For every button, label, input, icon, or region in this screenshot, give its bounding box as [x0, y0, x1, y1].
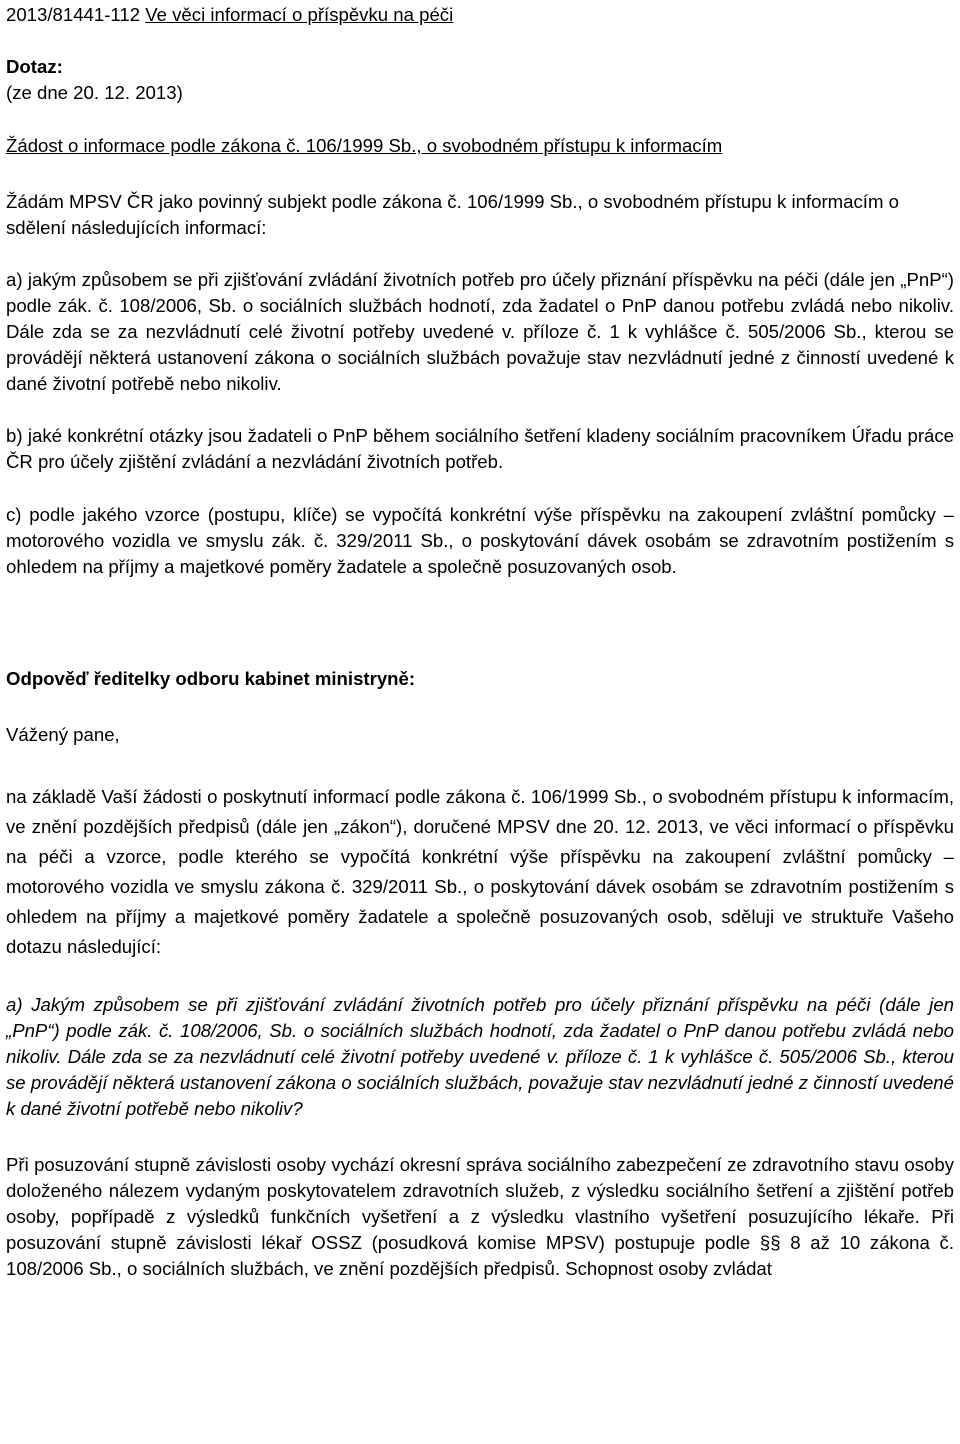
answer-body-a: Při posuzování stupně závislosti osoby vychází okresní správa sociálního zabezpečení ze zdravotního stavu osoby doloženého nálezem vydaným poskytovatelem zdravotních služeb, z výsledku sociálního šetření a zjištění potřeb osoby, popřípadě z výsledků funkčních vyšetření a z výsledku vlastního vyšetření posuzujícího lékaře. Při posuzování stupně závislosti lékař OSSZ (posudková komise MPSV) postupuje podle §§ 8 až 10 zákona č. 108/2006 Sb., o sociálních službách, ve znění pozdějších předpisů. Schopnost osoby zvládat [6, 1154, 954, 1279]
answer-intro: na základě Vaší žádosti o poskytnutí informací podle zákona č. 106/1999 Sb., o svobodném přístupu k informacím, ve znění pozdějších předpisů (dále jen „zákon“), doručené MPSV dne 20. 12. 2013, ve věci informací o příspěvku na péči a vzorce, podle kterého se vypočítá konkrétní výše příspěvku na zakoupení zvláštní pomůcky – motorového vozidla ve smyslu zákona č. 329/2011 Sb., o poskytování dávek osobám se zdravotním postižením s ohledem na příjmy a majetkové poměry žadatele a společně posuzovaných osob, sděluji ve struktuře Vašeho dotazu následující: [6, 786, 954, 957]
document-title [6, 2, 954, 28]
request-intro: Žádám MPSV ČR jako povinný subjekt podle zákona č. 106/1999 Sb., o svobodném přístupu k informacím o sdělení následujících informací: [6, 191, 899, 238]
document-id: 2013/81441-112 [6, 4, 141, 25]
query-date: (ze dne 20. 12. 2013) [6, 82, 183, 103]
answer-heading: Odpověď ředitelky odboru kabinet ministryně: [6, 668, 416, 689]
query-item-a: a) jakým způsobem se při zjišťování zvládání životních potřeb pro účely přiznání příspěvku na péči (dále jen „PnP“) podle zák. č. 108/2006, Sb. o sociálních službách hodnotí, zda žadatel o PnP danou potřebu zvládá nebo nikoliv. Dále zda se za nezvládnutí celé životní potřeby uvedené v. příloze č. 1 k vyhlášce č. 505/2006 Sb., kterou se provádějí některá ustanovení zákona o sociálních službách považuje stav nezvládnutí jedné z činností uvedené k dané životní potřebě nebo nikoliv. [6, 269, 954, 394]
title-link[interactable]: Ve věci informací o příspěvku na péči [145, 4, 454, 25]
answer-salutation: Vážený pane, [6, 724, 120, 745]
query-label: Dotaz: [6, 56, 63, 77]
query-item-c: c) podle jakého vzorce (postupu, klíče) se vypočítá konkrétní výše příspěvku na zakoupení zvláštní pomůcky – motorového vozidla ve smyslu zák. č. 329/2011 Sb., o poskytování dávek osobám se zdravotním postižením s ohledem na příjmy a majetkové poměry žadatele a společně posuzovaných osob. [6, 504, 954, 577]
query-item-b: b) jaké konkrétní otázky jsou žadateli o PnP během sociálního šetření kladeny sociálním pracovníkem Úřadu práce ČR pro účely zjištění zvládání a nezvládání životních potřeb. [6, 425, 954, 472]
answer-question-a: a) Jakým způsobem se při zjišťování zvládání životních potřeb pro účely přiznání příspěvku na péči (dále jen „PnP“) podle zák. č. 108/2006, Sb. o sociálních službách hodnotí, zda žadatel o PnP danou potřebu zvládá nebo nikoliv. Dále zda se za nezvládnutí celé životní potřeby uvedené v. příloze č. 1 k vyhlášce č. 505/2006 Sb., kterou se provádějí některá ustanovení zákona o sociálních službách, považuje stav nezvládnutí jedné z činností uvedené k dané životní potřebě nebo nikoliv? [6, 994, 954, 1119]
request-subject: Žádost o informace podle zákona č. 106/1999 Sb., o svobodném přístupu k informacím [6, 135, 723, 156]
